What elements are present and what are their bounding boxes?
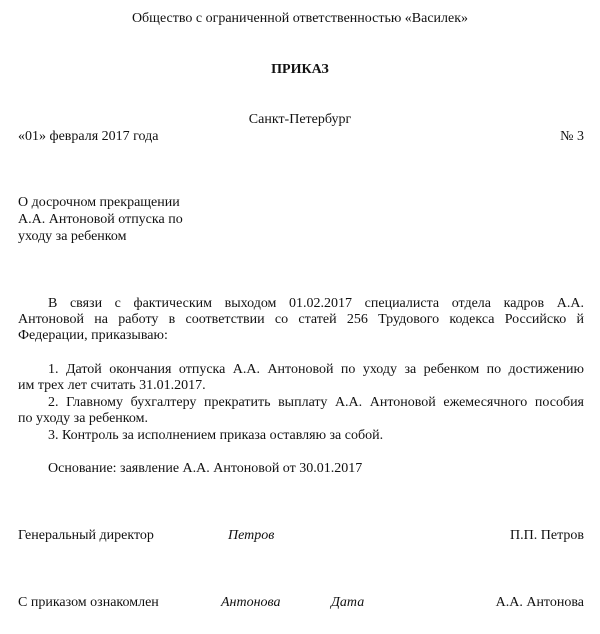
signatory-position: Генеральный директор bbox=[18, 528, 154, 543]
handwritten-signature: Петров bbox=[228, 528, 275, 543]
document-title: ПРИКАЗ bbox=[271, 62, 329, 77]
preamble-line: В связи с фактическим выходом 01.02.2017 специалиста отдела кадров А.А. bbox=[48, 296, 584, 311]
preamble-line: Федерации, приказываю: bbox=[18, 328, 168, 343]
signatory-name: П.П. Петров bbox=[510, 528, 584, 543]
order-item-line: им трех лет считать 31.01.2017. bbox=[18, 378, 206, 393]
subject-line: А.А. Антоновой отпуска по bbox=[18, 212, 183, 227]
order-item-line: по уходу за ребенком. bbox=[18, 411, 148, 426]
order-item-line: 1. Датой окончания отпуска А.А. Антоновой по уходу за ребенком по достижению bbox=[48, 362, 584, 377]
order-item-line: 2. Главному бухгалтеру прекратить выплату А.А. Антоновой ежемесячного пособия bbox=[48, 395, 584, 410]
basis: Основание: заявление А.А. Антоновой от 30.01.2017 bbox=[48, 461, 363, 476]
subject-line: уходу за ребенком bbox=[18, 229, 127, 244]
city: Санкт-Петербург bbox=[248, 112, 352, 127]
acknowledgement-date: Дата bbox=[331, 595, 365, 610]
acknowledgement-signature: Антонова bbox=[221, 595, 281, 610]
subject-line: О досрочном прекращении bbox=[18, 195, 180, 210]
organization-name: Общество с ограниченной ответственностью «Василек» bbox=[131, 11, 469, 26]
document-number: № 3 bbox=[560, 129, 584, 144]
acknowledgement-label: С приказом ознакомлен bbox=[18, 595, 159, 610]
preamble-line: Антоновой на работу в соответствии со статей 256 Трудового кодекса Российско й bbox=[18, 312, 584, 327]
acknowledgement-name: А.А. Антонова bbox=[495, 595, 584, 610]
document-date: «01» февраля 2017 года bbox=[18, 129, 159, 144]
order-item-line: 3. Контроль за исполнением приказа оставляю за собой. bbox=[48, 428, 384, 443]
